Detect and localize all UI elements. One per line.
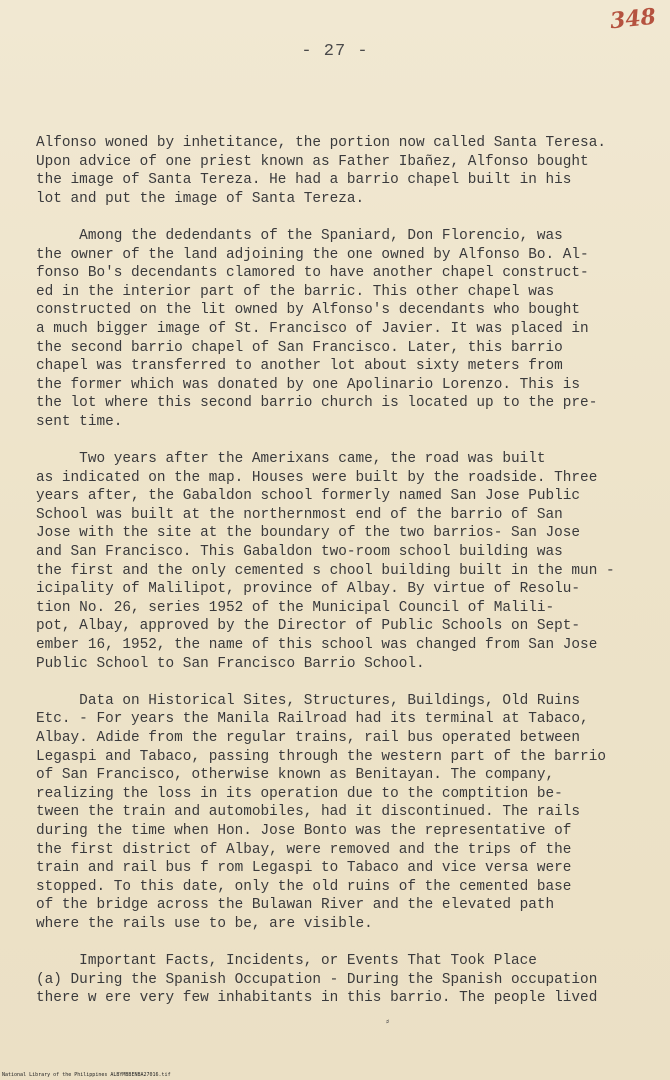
text-line: Albay. Adide from the regular trains, rail bus operated between bbox=[36, 730, 581, 746]
text-line: tween the train and automobiles, had it discontinued. The rails bbox=[36, 804, 581, 821]
paragraph-3 bbox=[36, 450, 646, 673]
text-line: Public School to San Francisco Barrio School. bbox=[36, 655, 425, 672]
text-line: stopped. To this date, only the old ruins of the cemented base bbox=[36, 878, 572, 895]
text-line: years after, the Gabaldon school formerly named San Jose Public bbox=[36, 488, 581, 505]
text-line: as indicated on the map. Houses were built by the roadside. Three bbox=[36, 469, 598, 486]
text-line: the image of Santa Tereza. He had a barrio chapel built in his bbox=[36, 172, 572, 189]
text-line: ed in the interior part of the barric. This other chapel was bbox=[36, 283, 555, 300]
text-line: lot and put the image of Santa Tereza. bbox=[36, 190, 365, 207]
text-line: Upon advice of one priest known as Father Ibañez, Alfonso bought bbox=[36, 153, 589, 170]
text-line: the second barrio chapel of San Francisco. Later, this barrio bbox=[36, 339, 563, 356]
text-line: the first district of Albay, were removed and the trips of the bbox=[36, 841, 572, 858]
text-line: the lot where this second barrio church is located up to the pre- bbox=[36, 395, 598, 412]
text-line: realizing the loss in its operation due to the comptition be- bbox=[36, 785, 563, 802]
text-line: Two years after the Amerixans came, the road was built bbox=[36, 451, 546, 468]
text-line: Important Facts, Incidents, or Events That Took Place bbox=[36, 953, 537, 970]
text-line: of San Francisco, otherwise known as Benitayan. The company, bbox=[36, 767, 555, 784]
text-line: Etc. - For years the Manila Railroad had its terminal at Tabaco, bbox=[36, 711, 589, 728]
document-body bbox=[36, 134, 646, 1008]
text-line: Jose with the site at the boundary of the two barrios- San Jose bbox=[36, 525, 581, 542]
handwritten-page-mark: 348 bbox=[608, 3, 658, 35]
text-line: (a) During the Spanish Occupation - During the Spanish occupation bbox=[36, 971, 598, 988]
text-line: Legaspi and Tabaco, passing through the western part of the barrio bbox=[36, 748, 606, 765]
archive-footer: National Library of the Philippines ALBYMBBENBA27016.tif bbox=[2, 1072, 171, 1078]
text-line: sent time. bbox=[36, 413, 123, 430]
text-line: icipality of Malilipot, province of Albay. By virtue of Resolu- bbox=[36, 581, 581, 598]
text-line: train and rail bus f rom Legaspi to Tabaco and vice versa were bbox=[36, 860, 572, 877]
text-line: Among the dedendants of the Spaniard, Don Florencio, was bbox=[36, 227, 563, 244]
text-line: a much bigger image of St. Francisco of Javier. It was placed in bbox=[36, 320, 589, 337]
text-line: the former which was donated by one Apolinario Lorenzo. This is bbox=[36, 376, 581, 393]
text-line: School was built at the northernmost end of the barrio of San bbox=[36, 506, 563, 523]
text-line: of the bridge across the Bulawan River and the elevated path bbox=[36, 897, 555, 914]
text-line: the owner of the land adjoining the one owned by Alfonso Bo. Al- bbox=[36, 246, 589, 263]
page-number: - 27 - bbox=[301, 42, 369, 61]
text-line: fonso Bo's decendants clamored to have another chapel construct- bbox=[36, 265, 589, 282]
text-line: where the rails use to be, are visible. bbox=[36, 915, 373, 932]
text-line: and San Francisco. This Gabaldon two-room school building was bbox=[36, 544, 563, 561]
text-line: there w ere very few inhabitants in this barrio. The people lived bbox=[36, 990, 598, 1007]
paragraph-1 bbox=[36, 134, 646, 208]
text-line: constructed on the lit owned by Alfonso's decendants who bought bbox=[36, 302, 581, 319]
text-line: pot, Albay, approved by the Director of Public Schools on Sept- bbox=[36, 618, 581, 635]
paragraph-2 bbox=[36, 227, 646, 432]
text-line: ember 16, 1952, the name of this school was changed from San Jose bbox=[36, 637, 598, 654]
text-line: the first and the only cemented s chool building built in the mun - bbox=[36, 562, 615, 579]
text-line: chapel was transferred to another lot about sixty meters from bbox=[36, 358, 563, 375]
paragraph-5 bbox=[36, 952, 646, 1008]
paragraph-4 bbox=[36, 692, 646, 934]
text-line: Alfonso woned by inhetitance, the portion now called Santa Teresa. bbox=[36, 135, 606, 151]
ink-blot-mark: ⸗ bbox=[386, 1016, 390, 1027]
text-line: during the time when Hon. Jose Bonto was the representative of bbox=[36, 822, 572, 839]
text-line: Data on Historical Sites, Structures, Buildings, Old Ruins bbox=[36, 692, 581, 709]
text-line: tion No. 26, series 1952 of the Municipal Council of Malili- bbox=[36, 599, 555, 616]
